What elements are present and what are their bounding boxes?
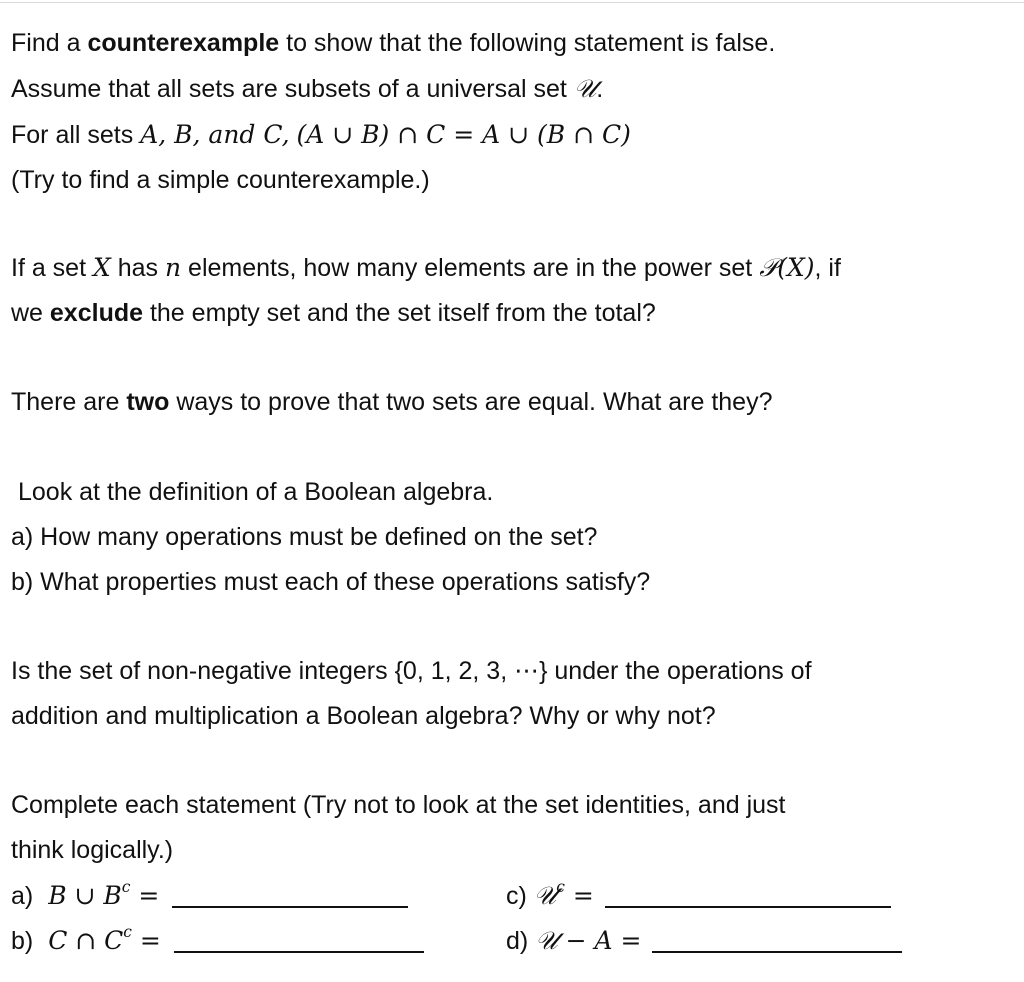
question-counterexample [11,21,775,203]
q4-item-b: b) What properties must each of these operations satisfy? [11,568,651,596]
completion-item-c [506,873,891,919]
top-rule [0,2,1024,3]
complement-superscript: c [121,878,131,897]
q2-line1 [11,245,841,291]
q6-line1: Complete each statement (Try not to look at the set identities, and just [11,791,786,819]
item-b-expression: C ∩ C [48,926,124,955]
completion-item-d [506,918,902,964]
q3-line1 [11,380,772,425]
item-label: c) [506,882,534,910]
q4-intro: Look at the definition of a Boolean algebra. [18,478,494,506]
item-label: a) [11,882,34,910]
q2-text: elements, how many elements are in the power set [181,254,760,282]
q2-bold-exclude: exclude [49,299,144,327]
item-label: d) [506,927,536,955]
q2-text: the empty set and the set itself from the total? [143,299,656,327]
q1-text: For all sets [11,121,141,149]
completion-item-b [11,918,424,964]
completion-item-a [11,873,408,919]
universal-set-symbol: 𝒰 [573,74,597,103]
q1-text: Find a [11,29,88,57]
q2-text: we [11,299,50,327]
item-d-expression: 𝒰 − A [535,926,613,955]
answer-blank-b[interactable] [174,951,424,953]
equals-sign: = [131,926,161,955]
equals-sign: = [130,881,160,910]
q1-set-statement: (A ∪ B) ∩ C = A ∪ (B ∩ C) [296,120,631,149]
q1-line2 [11,66,775,112]
complement-superscript: c [556,878,565,897]
equals-sign: = [564,881,594,910]
item-c-expression: 𝒰 [533,881,557,910]
question-nonnegative-integers [11,649,812,739]
q5-line2: addition and multiplication a Boolean algebra? Why or why not? [11,702,716,730]
q1-line1 [11,21,775,66]
q1-text: . [596,75,604,103]
item-a-expression: B ∪ B [48,881,122,910]
question-boolean-algebra [11,470,650,605]
q1-bold-counterexample: counterexample [87,29,280,57]
q1-text: to show that the following statement is false. [279,29,776,57]
complement-superscript: c [123,923,132,942]
q2-text: has [110,254,165,282]
q1-line3 [11,112,775,158]
answer-blank-c[interactable] [605,906,891,908]
variable-x: X [92,253,111,282]
q4-item-a: a) How many operations must be defined on the set? [11,523,598,551]
q3-text: There are [11,388,127,416]
q3-text: ways to prove that two sets are equal. What are they? [169,388,773,416]
q1-set-names: A, B, and C, [140,120,290,149]
question-power-set [11,245,841,336]
q2-line2 [11,291,841,336]
answer-blank-a[interactable] [172,906,408,908]
q1-line4: (Try to find a simple counterexample.) [11,166,430,194]
question-set-equality [11,380,772,425]
q1-text: Assume that all sets are subsets of a universal set [11,75,574,103]
q2-text: , if [814,254,841,282]
q5-line1: Is the set of non-negative integers {0, 1, 2, 3, ⋯} under the operations of [11,657,812,685]
answer-blank-d[interactable] [652,951,902,953]
q6-line2: think logically.) [11,836,174,864]
power-set-symbol: 𝒫(X) [759,253,815,282]
q2-text: If a set [11,254,93,282]
q3-bold-two: two [126,388,170,416]
question-complete-statements [11,783,785,873]
item-label: b) [11,927,34,955]
variable-n: n [165,253,182,282]
equals-sign: = [612,926,642,955]
